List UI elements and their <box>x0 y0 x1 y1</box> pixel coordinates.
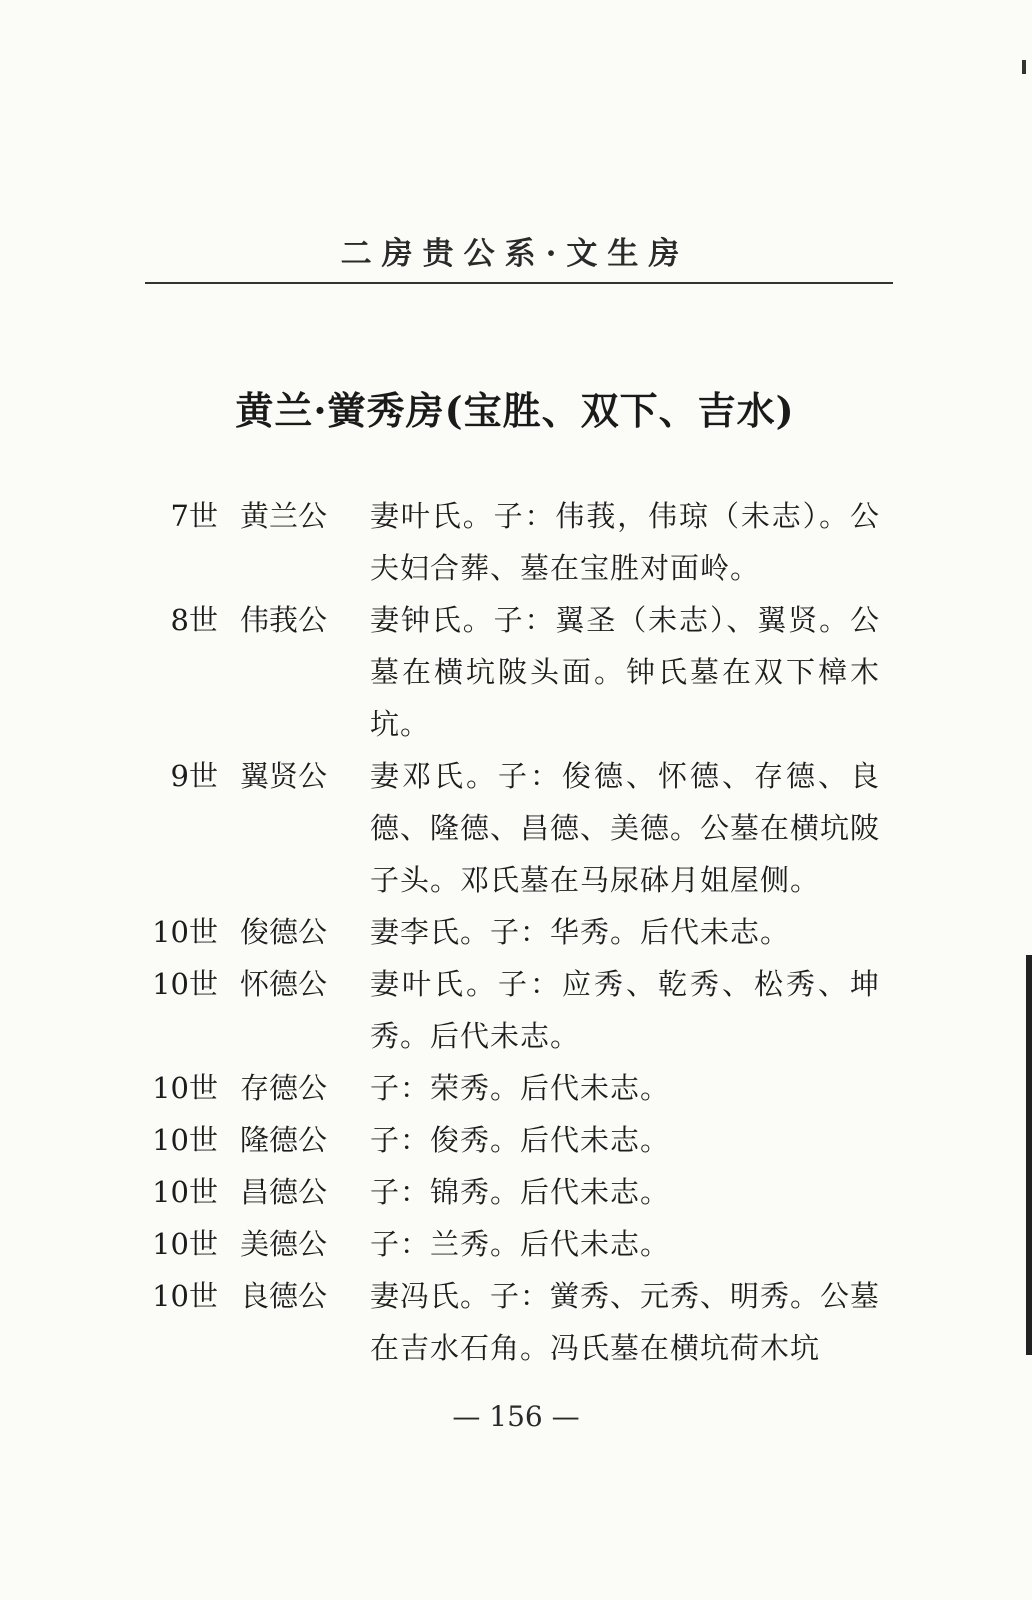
genealogy-entry <box>0 750 1032 906</box>
ancestor-name: 存德公 <box>240 1071 328 1105</box>
genealogy-entry <box>0 1062 1032 1114</box>
genealogy-entry <box>0 1114 1032 1166</box>
generation-label: 8世 <box>170 603 218 637</box>
section-title: 黄兰·黉秀房(宝胜、双下、吉水) <box>235 388 795 433</box>
ancestor-name: 翼贤公 <box>240 759 328 793</box>
generation-label: 10世 <box>152 1227 218 1261</box>
scan-edge-mark <box>1022 60 1026 74</box>
generation-label: 10世 <box>152 1123 218 1157</box>
entry-description: 妻冯氏。子：黉秀、元秀、明秀。公墓在吉水石角。冯氏墓在横坑荷木坑 <box>370 1279 881 1365</box>
ancestor-name: 昌德公 <box>240 1175 328 1209</box>
genealogy-entry <box>0 1166 1032 1218</box>
entry-description: 子：兰秀。后代未志。 <box>370 1227 671 1261</box>
genealogy-entry <box>0 594 1032 750</box>
entry-description: 妻叶氏。子：伟莪，伟琼（未志）。公夫妇合葬、墓在宝胜对面岭。 <box>370 499 880 585</box>
genealogy-entry <box>0 958 1032 1062</box>
ancestor-name: 怀德公 <box>240 967 328 1001</box>
ancestor-name: 隆德公 <box>240 1123 328 1157</box>
ancestor-name: 黄兰公 <box>240 499 328 533</box>
entry-description: 妻钟氏。子：翼圣（未志）、翼贤。公墓在横坑陂头面。钟氏墓在双下樟木坑。 <box>370 603 880 741</box>
ancestor-name: 美德公 <box>240 1227 328 1261</box>
generation-label: 10世 <box>152 967 218 1001</box>
genealogy-entry <box>0 1270 1032 1374</box>
entry-description: 子：荣秀。后代未志。 <box>370 1071 671 1105</box>
ancestor-name: 伟莪公 <box>240 603 328 637</box>
entry-description: 子：锦秀。后代未志。 <box>370 1175 671 1209</box>
running-header: 二房贵公系·文生房 <box>340 236 690 272</box>
entry-description: 妻邓氏。子：俊德、怀德、存德、良德、隆德、昌德、美德。公墓在横坑陂子头。邓氏墓在马尿砵月姐屋侧。 <box>370 759 881 897</box>
ancestor-name: 俊德公 <box>240 915 328 949</box>
header-rule <box>145 282 893 284</box>
scan-edge-shadow <box>1026 955 1032 1355</box>
generation-label: 10世 <box>152 1071 218 1105</box>
entry-description: 子：俊秀。后代未志。 <box>370 1123 671 1157</box>
entry-description: 妻叶氏。子：应秀、乾秀、松秀、坤秀。后代未志。 <box>370 967 880 1053</box>
generation-label: 10世 <box>152 1175 218 1209</box>
ancestor-name: 良德公 <box>240 1279 328 1313</box>
genealogy-entry <box>0 490 1032 594</box>
page-number: — 156 — <box>452 1400 580 1433</box>
generation-label: 10世 <box>152 915 218 949</box>
genealogy-entry <box>0 906 1032 958</box>
entry-description: 妻李氏。子：华秀。后代未志。 <box>370 915 791 949</box>
generation-label: 7世 <box>170 499 218 533</box>
generation-label: 10世 <box>152 1279 218 1313</box>
generation-label: 9世 <box>170 759 218 793</box>
genealogy-entries <box>0 490 1032 1374</box>
genealogy-entry <box>0 1218 1032 1270</box>
